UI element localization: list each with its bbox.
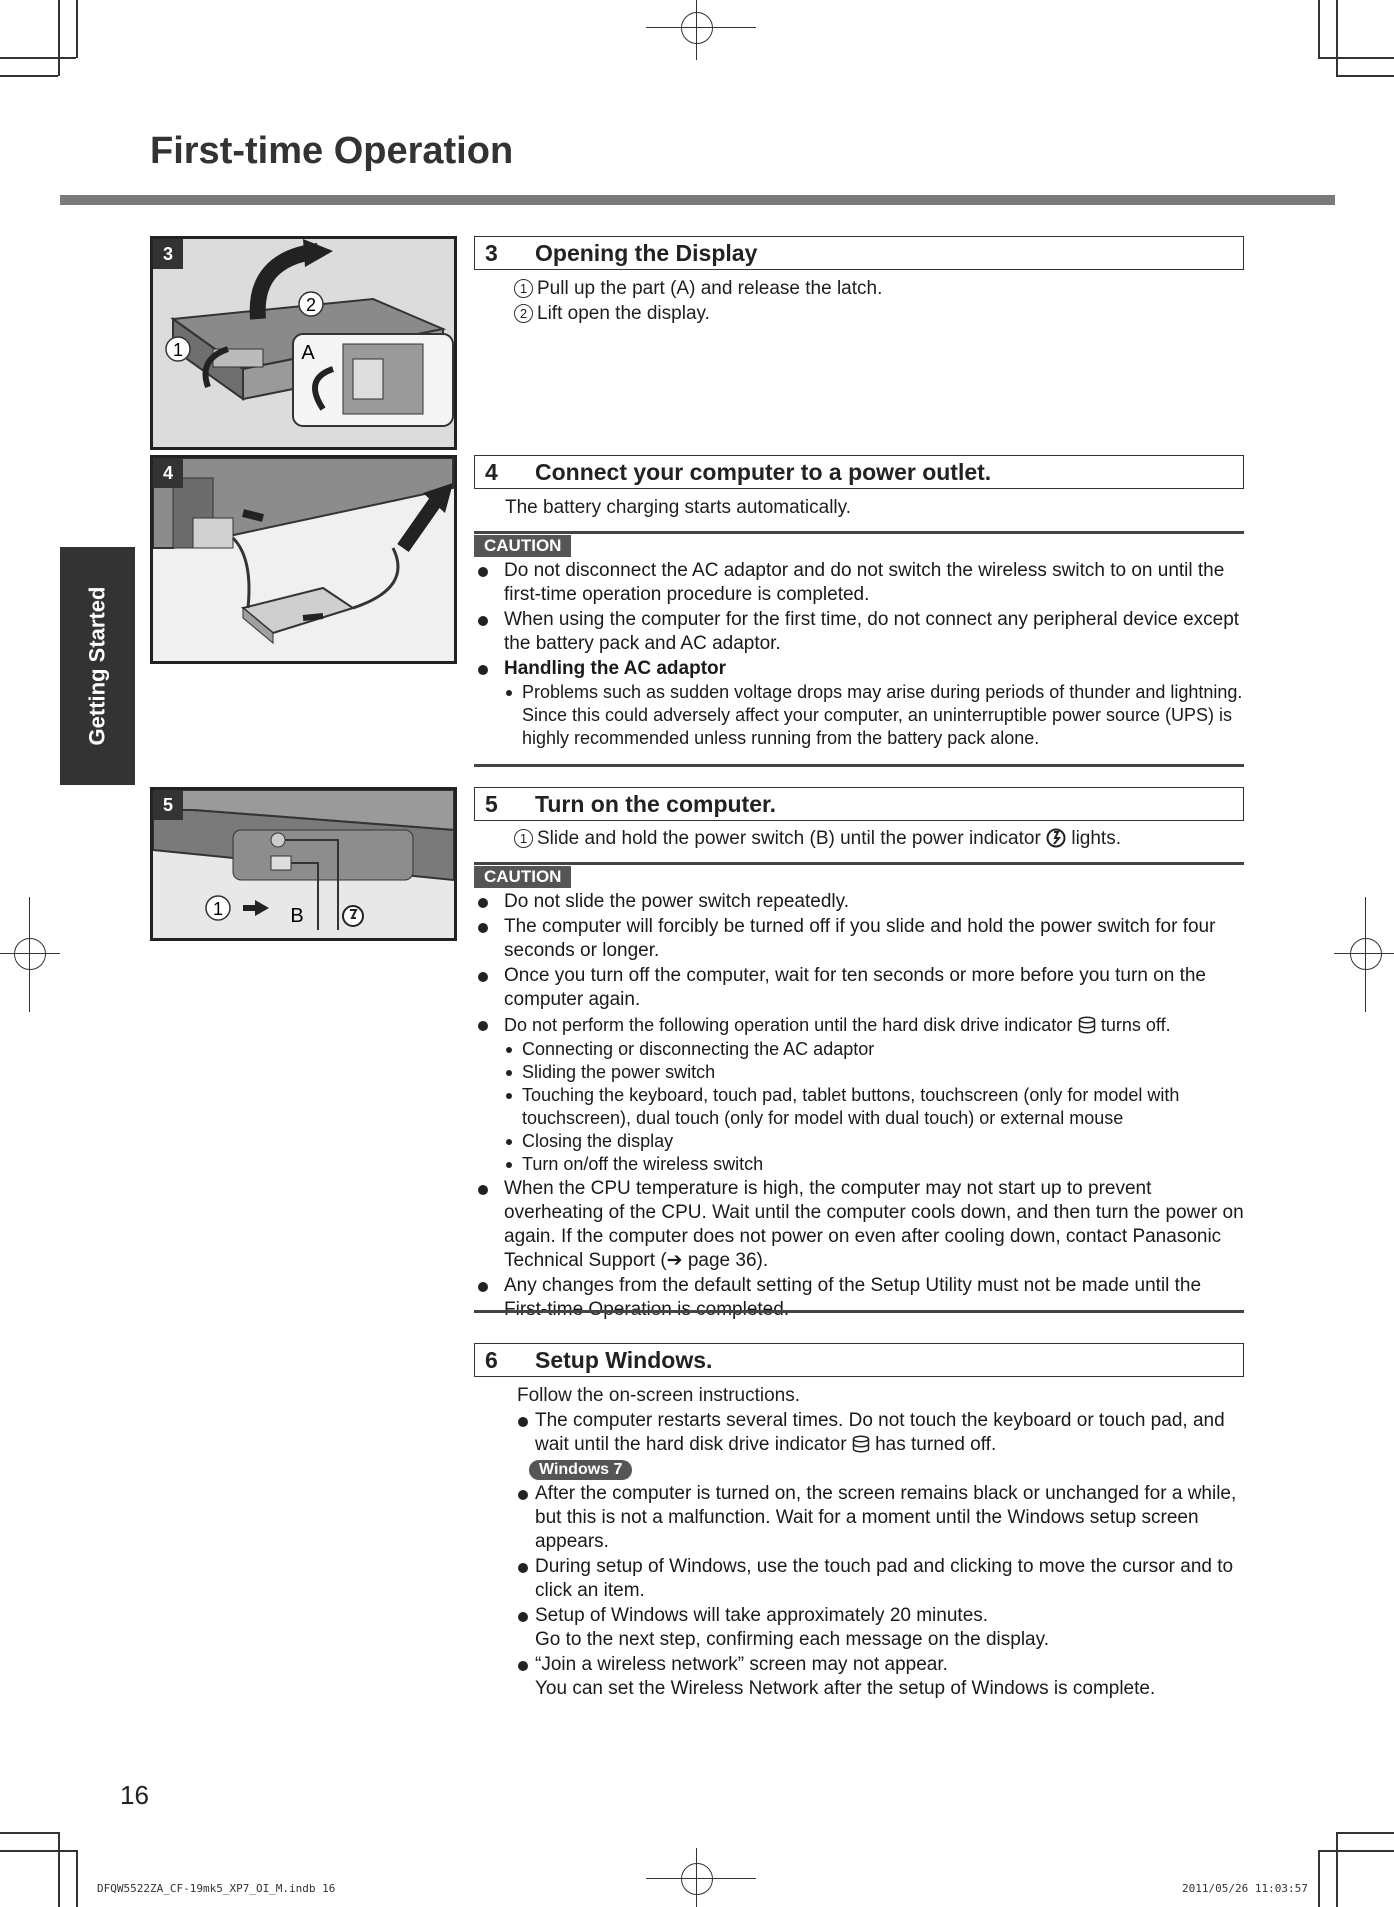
crop-mark	[0, 57, 76, 59]
step-5-heading	[474, 787, 1244, 821]
ac-adaptor-illustration	[153, 458, 454, 661]
crop-mark	[1336, 0, 1338, 76]
figure-number: 3	[153, 239, 183, 269]
power-switch-illustration	[153, 790, 454, 938]
crop-mark	[1336, 1832, 1338, 1907]
list-item-line: Setup of Windows will take approximately 20 minutes.	[535, 1605, 989, 1626]
sub-list-item: Sliding the power switch	[504, 1061, 1249, 1084]
step-title: Turn on the computer.	[535, 790, 777, 817]
list-item-text: When the CPU temperature is high, the computer may not start up to prevent overheating of the CPU. Wait until the computer cools down, and then turn the power on again. If the computer does not power on even after cooling down, contact Panasonic Technical Support (	[504, 1178, 1244, 1271]
list-item-line: Go to the next step, confirming each message on the display.	[535, 1629, 1049, 1650]
registration-mark	[14, 938, 46, 970]
sub-list-item: Touching the keyboard, touch pad, tablet buttons, touchscreen (only for model with touchscreen), dual touch (only for model with dual touch) or external mouse	[504, 1084, 1249, 1130]
footer-timestamp: 2011/05/26 11:03:57	[1182, 1882, 1308, 1895]
figure-label: 1	[212, 899, 224, 919]
list-item: Do not disconnect the AC adaptor and do not switch the wireless switch to on until the first-time operation procedure is completed.	[474, 559, 1249, 607]
sub-list-item: Problems such as sudden voltage drops may arise during periods of thunder and lightning. Since this could adversely affect your computer, an uninterruptible power source (UPS) is highly recommended unless running from the battery pack alone.	[504, 681, 1249, 750]
step-number: 4	[485, 458, 498, 485]
sub-list-item: Connecting or disconnecting the AC adaptor	[504, 1038, 1249, 1061]
figure-label: 2	[305, 295, 317, 315]
circled-number: 1	[514, 279, 533, 298]
step-4-heading	[474, 455, 1244, 489]
crop-mark	[76, 0, 78, 58]
crop-mark	[58, 0, 60, 76]
page-link[interactable]: page 36).	[682, 1250, 769, 1271]
caution-rule	[474, 531, 1244, 534]
caution-label: CAUTION	[474, 535, 571, 557]
list-item	[474, 657, 1249, 750]
windows-7-badge: Windows 7	[529, 1460, 632, 1480]
step-6-intro: Follow the on-screen instructions.	[517, 1385, 801, 1406]
crop-mark	[0, 1832, 58, 1834]
step-6-heading	[474, 1343, 1244, 1377]
circled-number: 1	[514, 829, 533, 848]
list-item: During setup of Windows, use the touch pad and clicking to move the cursor and to click an item.	[517, 1555, 1242, 1603]
crop-mark	[76, 1850, 78, 1907]
laptop-latch-illustration	[153, 239, 454, 447]
registration-mark	[681, 1863, 713, 1895]
step-title: Connect your computer to a power outlet.	[535, 458, 992, 485]
crop-mark	[1318, 1850, 1394, 1852]
registration-mark	[681, 12, 713, 44]
step-text: Pull up the part (A) and release the latch.	[537, 278, 883, 299]
list-item-text: turns off.	[1100, 1015, 1171, 1035]
list-item: After the computer is turned on, the screen remains black or unchanged for a while, but this is not a malfunction. Wait for a moment until the Windows setup screen appears.	[517, 1482, 1242, 1554]
list-item-text: has turned off.	[875, 1434, 997, 1455]
list-item: The computer will forcibly be turned off if you slide and hold the power switch for four seconds or longer.	[474, 915, 1249, 963]
circled-number: 2	[514, 304, 533, 323]
figure-3-opening-display	[150, 236, 457, 450]
step-3-heading	[474, 236, 1244, 270]
caution-rule	[474, 862, 1244, 865]
footer-file-name: DFQW5522ZA_CF-19mk5_XP7_OI_M.indb 16	[97, 1882, 336, 1895]
sub-list	[504, 1038, 1249, 1176]
crop-mark	[58, 1832, 60, 1907]
figure-label: A	[301, 342, 315, 364]
registration-mark	[29, 897, 30, 1012]
step-title: Setup Windows.	[535, 1346, 713, 1373]
section-rule	[474, 1310, 1244, 1313]
sub-list	[504, 681, 1249, 750]
step-3-item-2	[514, 302, 710, 326]
step-3-item-1	[514, 277, 882, 301]
crop-mark	[0, 1850, 76, 1852]
caution-label: CAUTION	[474, 866, 571, 888]
step-text: Slide and hold the power switch (B) until the power indicator	[537, 828, 1041, 849]
list-item-line: “Join a wireless network” screen may not appear.	[535, 1654, 948, 1675]
step-number: 5	[485, 790, 498, 817]
registration-mark	[646, 27, 756, 28]
registration-mark	[1350, 938, 1382, 970]
step-text: lights.	[1071, 828, 1121, 849]
list-item	[474, 1177, 1249, 1273]
list-item-title: Handling the AC adaptor	[504, 658, 727, 679]
title-rule	[60, 195, 1335, 205]
sub-list-item: Turn on/off the wireless switch	[504, 1153, 1249, 1176]
figure-label: B	[290, 905, 304, 927]
step-6-list	[517, 1409, 1242, 1702]
crop-mark	[0, 75, 58, 77]
registration-mark	[1334, 953, 1394, 954]
arrow-icon: ➔	[666, 1250, 683, 1271]
crop-mark	[1318, 57, 1394, 59]
list-item-line: You can set the Wireless Network after the setup of Windows is complete.	[535, 1678, 1156, 1699]
figure-4-power-outlet	[150, 455, 457, 664]
list-item-text: The computer restarts several times. Do not touch the keyboard or touch pad, and wait until the hard disk drive indicator	[535, 1410, 1225, 1455]
figure-number: 5	[153, 790, 183, 820]
step-4-intro: The battery charging starts automatically.	[505, 497, 852, 518]
hard-disk-indicator-icon	[852, 1435, 870, 1453]
crop-mark	[1336, 1832, 1394, 1834]
list-item: Do not slide the power switch repeatedly.	[474, 890, 1249, 914]
crop-mark	[1336, 75, 1394, 77]
page-number: 16	[120, 1780, 149, 1810]
side-tab-getting-started	[60, 547, 135, 785]
side-tab-label: Getting Started	[84, 586, 110, 746]
list-item: When using the computer for the first time, do not connect any peripheral device except the battery pack and AC adaptor.	[474, 608, 1249, 656]
list-item	[474, 1013, 1249, 1176]
hard-disk-indicator-icon	[1078, 1016, 1096, 1034]
registration-mark	[0, 953, 60, 954]
step-number: 6	[485, 1346, 498, 1373]
registration-mark	[1365, 897, 1366, 1012]
registration-mark	[646, 1878, 756, 1879]
page-title: First-time Operation	[150, 130, 514, 172]
list-item: Any changes from the default setting of the Setup Utility must not be made until the	[474, 1274, 1249, 1322]
list-item-text: Do not perform the following operation until the hard disk drive indicator	[504, 1015, 1073, 1035]
step-5-caution-list	[474, 890, 1249, 1323]
crop-mark	[1318, 1850, 1320, 1907]
figure-5-power-switch	[150, 787, 457, 941]
step-number: 3	[485, 239, 498, 266]
step-4-caution-list	[474, 559, 1249, 751]
registration-mark	[696, 0, 697, 60]
step-title: Opening the Display	[535, 239, 758, 266]
figure-label: 1	[172, 340, 184, 360]
list-item	[517, 1604, 1242, 1652]
section-rule	[474, 764, 1244, 767]
crop-mark	[1318, 0, 1320, 58]
step-5-item-1	[514, 827, 1121, 851]
list-item	[517, 1409, 1242, 1481]
sub-list-item: Closing the display	[504, 1130, 1249, 1153]
figure-number: 4	[153, 458, 183, 488]
registration-mark	[696, 1848, 697, 1907]
list-item: Once you turn off the computer, wait for ten seconds or more before you turn on the computer again.	[474, 964, 1249, 1012]
list-item	[517, 1653, 1242, 1701]
step-text: Lift open the display.	[537, 303, 710, 324]
power-indicator-icon	[1046, 828, 1066, 848]
